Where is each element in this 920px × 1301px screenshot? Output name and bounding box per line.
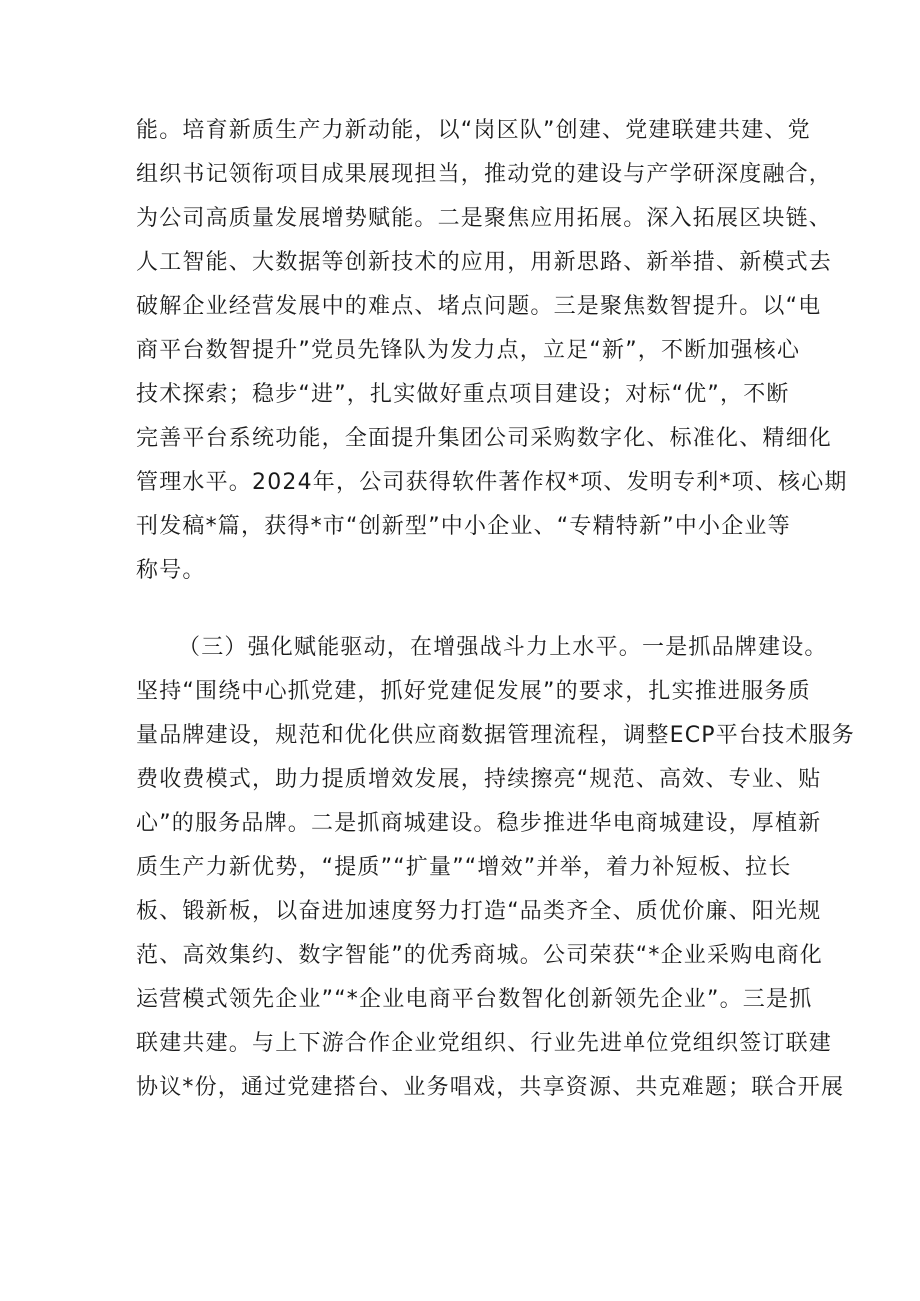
text-line: 称号。 [136,558,206,583]
text-line: 刊发稿*篇，获得*市“创新型”中小企业、“专精特新”中小企业等 [136,514,791,539]
text-line: 运营模式领先企业”“*企业电商平台数智化创新领先企业”。三是抓 [136,987,813,1012]
text-line: 心”的服务品牌。二是抓商城建设。稳步推进华电商城建设，厚植新 [136,811,822,836]
text-line: 破解企业经营发展中的难点、堵点问题。三是聚焦数智提升。以“电 [136,294,822,319]
text-line: 量品牌建设，规范和优化供应商数据管理流程，调整ECP平台技术服务 [136,723,855,748]
text-line: 技术探索；稳步“进”，扎实做好重点项目建设；对标“优”，不断 [136,382,790,407]
text-line: 能。培育新质生产力新动能，以“岗区队”创建、党建联建共建、党 [136,118,811,143]
text-line: 质生产力新优势，“提质”“扩量”“增效”并举，着力补短板、拉长 [136,855,792,880]
section-heading-line: （三）强化赋能驱动，在增强战斗力上水平。一是抓品牌建设。 [178,635,828,660]
text-line: 组织书记领衔项目成果展现担当，推动党的建设与产学研深度融合， [136,162,833,187]
text-line: 协议*份，通过党建搭台、业务唱戏，共享资源、共克难题；联合开展 [136,1075,845,1100]
text-line: 为公司高质量发展增势赋能。二是聚焦应用拓展。深入拓展区块链、 [136,206,833,231]
text-line: 范、高效集约、数字智能”的优秀商城。公司荣获“*企业采购电商化 [136,943,823,968]
text-line: 人工智能、大数据等创新技术的应用，用新思路、新举措、新模式去 [136,250,833,275]
text-line: 板、锻新板，以奋进加速度努力打造“品类齐全、质优价廉、阳光规 [136,899,822,924]
text-line: 坚持“围绕中心抓党建，抓好党建促发展”的要求，扎实推进服务质 [136,679,811,704]
text-line: 管理水平。2024年，公司获得软件著作权*项、发明专利*项、核心期 [136,470,848,495]
text-line: 联建共建。与上下游合作企业党组织、行业先进单位党组织签订联建 [136,1031,833,1056]
text-line: 费收费模式，助力提质增效发展，持续擦亮“规范、高效、专业、贴 [136,767,822,792]
text-line: 完善平台系统功能，全面提升集团公司采购数字化、标准化、精细化 [136,426,833,451]
text-line: 商平台数智提升”党员先锋队为发力点，立足“新”，不断加强核心 [136,338,801,363]
